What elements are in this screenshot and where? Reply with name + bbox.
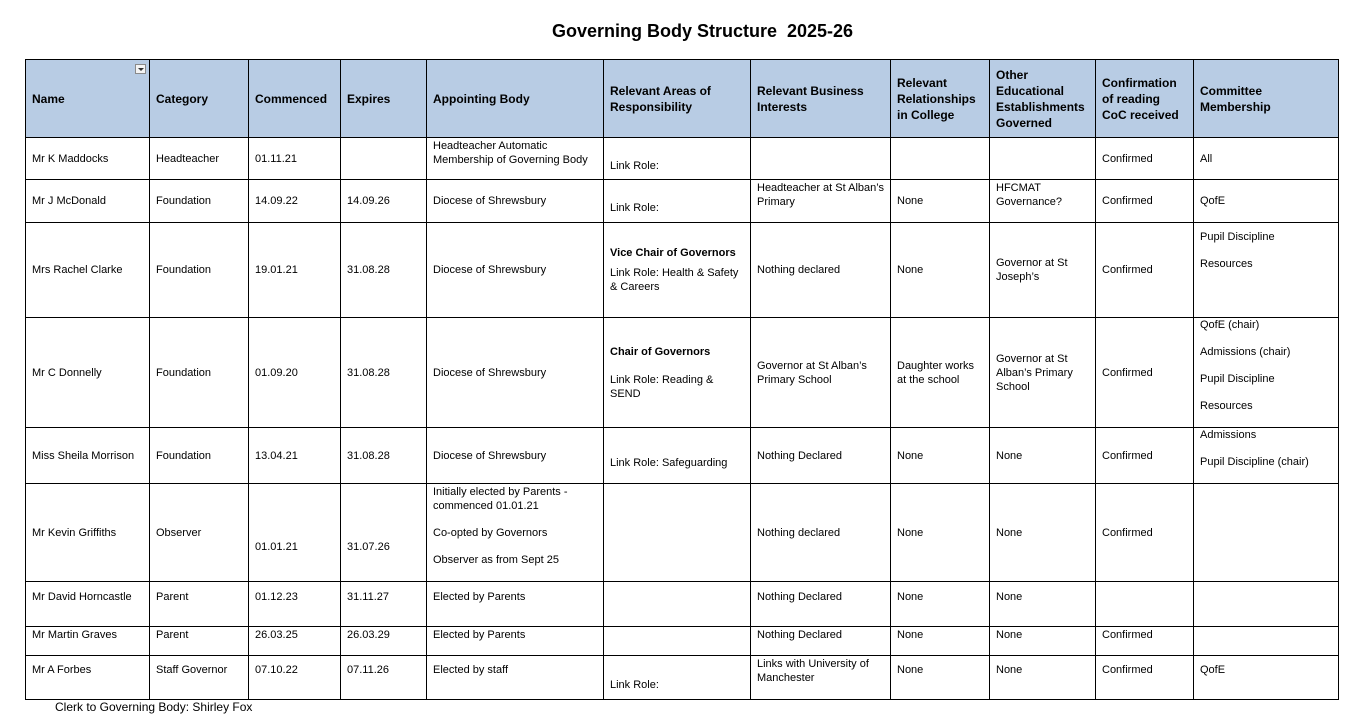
cell-name: Mr Martin Graves (26, 627, 150, 656)
cell-category: Observer (150, 484, 249, 582)
link-role: Link Role: Reading & SEND (610, 373, 714, 400)
cell-other: None (990, 484, 1096, 582)
cell-business: Nothing Declared (751, 582, 891, 627)
cell-areas (604, 627, 751, 656)
cell-committee (1194, 484, 1339, 582)
appointing-line: Co-opted by Governors (433, 527, 548, 539)
cell-commenced: 07.10.22 (249, 656, 341, 700)
cell-areas (604, 138, 751, 180)
col-header-expires: Expires (341, 60, 427, 138)
cell-other: None (990, 428, 1096, 484)
cell-coc: Confirmed (1096, 484, 1194, 582)
appointing-line: Observer as from Sept 25 (433, 554, 559, 566)
cell-relationships: None (891, 627, 990, 656)
committee-item: Pupil Discipline (1200, 373, 1275, 385)
cell-appointing-body: Diocese of Shrewsbury (427, 318, 604, 428)
cell-committee (1194, 318, 1339, 428)
cell-category: Parent (150, 582, 249, 627)
cell-expires: 07.11.26 (341, 656, 427, 700)
header-label: Name (32, 91, 65, 106)
col-header-committee: Committee Membership (1194, 60, 1339, 138)
committee-item: Admissions (1200, 429, 1257, 441)
cell-other: None (990, 627, 1096, 656)
committee-item: Admissions (chair) (1200, 346, 1291, 358)
col-header-other-establishments: Other Educational Establishments Governed (990, 60, 1096, 138)
cell-appointing-body: Headteacher Automatic Membership of Governing Body (427, 138, 604, 180)
col-header-commenced: Commenced (249, 60, 341, 138)
cell-expires: 31.08.28 (341, 318, 427, 428)
cell-relationships: None (891, 180, 990, 223)
cell-committee (1194, 428, 1339, 484)
cell-relationships: None (891, 223, 990, 318)
cell-expires (341, 484, 427, 582)
cell-committee (1194, 223, 1339, 318)
cell-coc: Confirmed (1096, 138, 1194, 180)
cell-appointing-body: Elected by Parents (427, 582, 604, 627)
cell-committee (1194, 180, 1339, 223)
committee-item: QofE (chair) (1200, 319, 1260, 331)
cell-name: Mrs Rachel Clarke (26, 223, 150, 318)
table-row (26, 582, 1339, 627)
cell-commenced: 01.09.20 (249, 318, 341, 428)
cell-areas (604, 180, 751, 223)
governing-body-table (25, 59, 1339, 700)
cell-areas (604, 582, 751, 627)
cell-coc: Confirmed (1096, 318, 1194, 428)
col-header-relationships: Relevant Relationships in College (891, 60, 990, 138)
expires-value: 31.07.26 (347, 540, 390, 553)
role-title: Vice Chair of Governors (610, 247, 736, 259)
cell-appointing-body: Diocese of Shrewsbury (427, 223, 604, 318)
cell-commenced: 19.01.21 (249, 223, 341, 318)
cell-other: Governor at St Joseph’s (990, 223, 1096, 318)
committee-item: All (1200, 152, 1213, 165)
col-header-business: Relevant Business Interests (751, 60, 891, 138)
clerk-footer: Clerk to Governing Body: Shirley Fox (55, 700, 253, 714)
col-header-name (26, 60, 150, 138)
cell-expires: 31.08.28 (341, 428, 427, 484)
appointing-line: Initially elected by Parents - commenced 01.01.21 (433, 486, 568, 512)
col-header-category: Category (150, 60, 249, 138)
table-row (26, 656, 1339, 700)
cell-committee (1194, 656, 1339, 700)
col-header-coc: Confirmation of reading CoC received (1096, 60, 1194, 138)
cell-relationships: None (891, 484, 990, 582)
cell-appointing-body: Diocese of Shrewsbury (427, 428, 604, 484)
committee-item: QofE (1200, 664, 1226, 676)
cell-areas (604, 428, 751, 484)
cell-commenced: 13.04.21 (249, 428, 341, 484)
cell-business: Headteacher at St Alban’s Primary (751, 180, 891, 223)
cell-coc: Confirmed (1096, 428, 1194, 484)
cell-commenced: 01.11.21 (249, 138, 341, 180)
cell-name: Mr David Horncastle (26, 582, 150, 627)
cell-name: Miss Sheila Morrison (26, 428, 150, 484)
cell-commenced: 01.12.23 (249, 582, 341, 627)
table-row (26, 180, 1339, 223)
cell-committee (1194, 582, 1339, 627)
cell-areas (604, 318, 751, 428)
cell-category: Foundation (150, 180, 249, 223)
cell-commenced: 14.09.22 (249, 180, 341, 223)
cell-relationships: None (891, 656, 990, 700)
cell-category: Foundation (150, 428, 249, 484)
filter-dropdown-icon[interactable] (135, 64, 146, 74)
link-role: Link Role: (610, 159, 659, 172)
cell-name: Mr J McDonald (26, 180, 150, 223)
cell-business: Nothing Declared (751, 428, 891, 484)
table-row (26, 223, 1339, 318)
cell-category: Foundation (150, 223, 249, 318)
cell-appointing-body: Elected by staff (427, 656, 604, 700)
table-row (26, 318, 1339, 428)
page-title: Governing Body Structure 2025-26 (551, 21, 854, 41)
cell-business: Links with University of Manchester (751, 656, 891, 700)
col-header-appointing-body: Appointing Body (427, 60, 604, 138)
table-row (26, 428, 1339, 484)
cell-expires: 31.11.27 (341, 582, 427, 627)
table-row (26, 627, 1339, 656)
cell-other (990, 138, 1096, 180)
cell-business: Governor at St Alban’s Primary School (751, 318, 891, 428)
cell-committee (1194, 138, 1339, 180)
cell-relationships: None (891, 582, 990, 627)
committee-item: Resources (1200, 258, 1253, 270)
cell-coc: Confirmed (1096, 627, 1194, 656)
cell-expires: 26.03.29 (341, 627, 427, 656)
cell-expires: 31.08.28 (341, 223, 427, 318)
cell-other: None (990, 656, 1096, 700)
cell-other: None (990, 582, 1096, 627)
cell-name: Mr C Donnelly (26, 318, 150, 428)
cell-other: HFCMAT Governance? (990, 180, 1096, 223)
link-role: Link Role: (610, 202, 659, 214)
cell-category: Staff Governor (150, 656, 249, 700)
cell-coc (1096, 582, 1194, 627)
cell-areas: Link Role: (604, 656, 751, 700)
cell-committee (1194, 627, 1339, 656)
cell-appointing-body (427, 484, 604, 582)
cell-relationships: Daughter works at the school (891, 318, 990, 428)
cell-areas (604, 223, 751, 318)
cell-business: Nothing Declared (751, 627, 891, 656)
cell-areas (604, 484, 751, 582)
role-title: Chair of Governors (610, 345, 711, 358)
col-header-areas: Relevant Areas of Responsibility (604, 60, 751, 138)
cell-appointing-body: Elected by Parents (427, 627, 604, 656)
committee-item: Pupil Discipline (chair) (1200, 456, 1309, 468)
cell-expires (341, 138, 427, 180)
table-row (26, 484, 1339, 582)
cell-name: Mr Kevin Griffiths (26, 484, 150, 582)
commenced-value: 01.01.21 (255, 540, 298, 553)
cell-coc: Confirmed (1096, 223, 1194, 318)
cell-coc: Confirmed (1096, 656, 1194, 700)
cell-coc: Confirmed (1096, 180, 1194, 223)
cell-business (751, 138, 891, 180)
cell-category: Foundation (150, 318, 249, 428)
header-row (26, 60, 1339, 138)
cell-name: Mr A Forbes (26, 656, 150, 700)
cell-category: Headteacher (150, 138, 249, 180)
cell-other: Governor at St Alban’s Primary School (990, 318, 1096, 428)
cell-commenced: 26.03.25 (249, 627, 341, 656)
cell-category: Parent (150, 627, 249, 656)
cell-expires: 14.09.26 (341, 180, 427, 223)
cell-business: Nothing declared (751, 223, 891, 318)
cell-relationships (891, 138, 990, 180)
cell-appointing-body: Diocese of Shrewsbury (427, 180, 604, 223)
table-row (26, 138, 1339, 180)
cell-name: Mr K Maddocks (26, 138, 150, 180)
link-role: Link Role: Health & Safety & Careers (610, 267, 739, 293)
committee-item: Pupil Discipline (1200, 231, 1275, 243)
cell-business: Nothing declared (751, 484, 891, 582)
cell-relationships: None (891, 428, 990, 484)
committee-item: QofE (1200, 195, 1226, 207)
committee-item: Resources (1200, 400, 1253, 412)
cell-commenced (249, 484, 341, 582)
link-role: Link Role: Safeguarding (610, 456, 728, 469)
